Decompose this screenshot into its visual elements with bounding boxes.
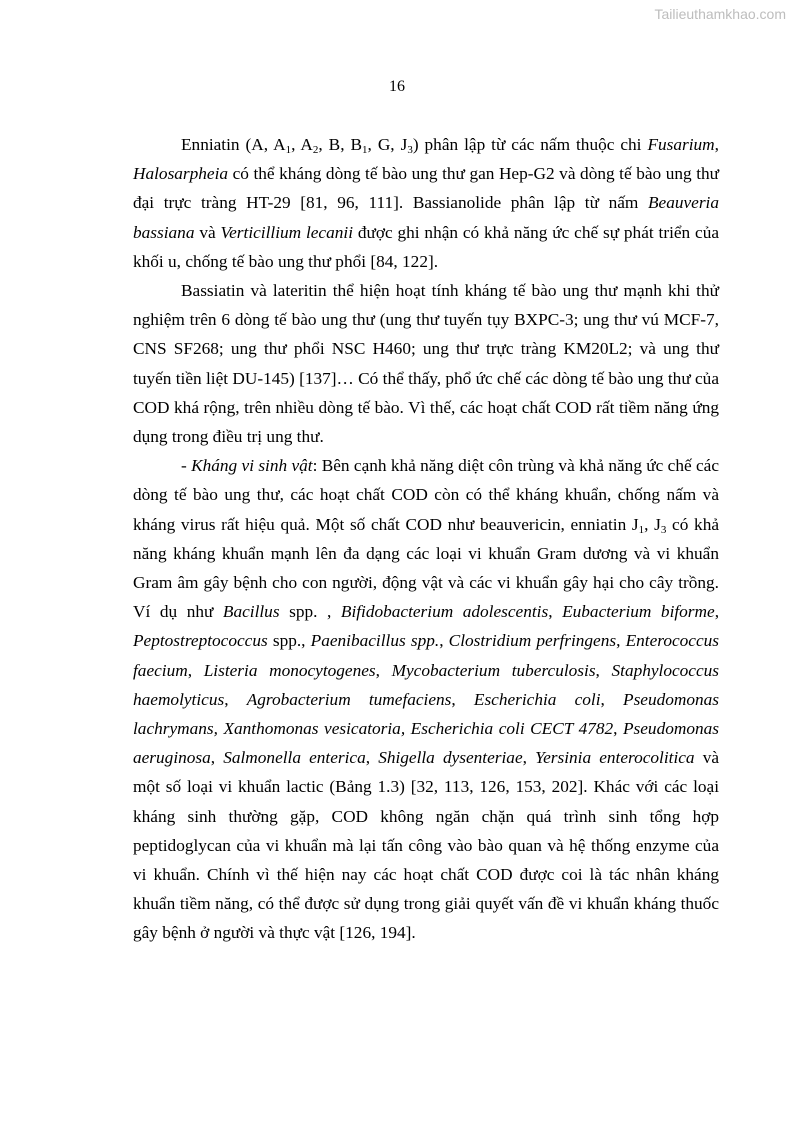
text-run: được ghi nhận có khả năng ức chế sự phát triển của khối u, chống tế bào ung thư phổi [84, 122]. — [133, 222, 720, 271]
species-name: Staphylococcus haemolyticus — [133, 660, 720, 709]
text-run: , — [714, 135, 719, 154]
text-run: , — [187, 660, 204, 680]
text-run: , G, J — [367, 135, 408, 154]
text-run: , — [210, 748, 224, 768]
species-name: Eubacterium biforme — [562, 602, 715, 622]
text-run: có thể kháng dòng tế bào ung thư gan Hep-G2 và dòng tế bào ung thư đại trực tràng HT-29 [81, 96, 111]. Bassianolide phân lập từ nấm — [133, 164, 719, 213]
subscript: 2 — [312, 144, 319, 156]
subscript: 1 — [362, 144, 368, 156]
text-run: , — [595, 660, 612, 680]
section-heading: Kháng vi sinh vật — [191, 456, 313, 476]
text-run: , — [616, 631, 626, 651]
species-name: Pseudomonas lachrymans, Xanthomonas vesicatoria, Escherichia coli CECT 4782 — [133, 689, 720, 739]
species-name: Fusarium — [647, 135, 715, 154]
text-run: và một số loại vi khuẩn lactic (Bảng 1.3) [32, 113, 126, 153, 202]. Khác với các loại kháng sinh thường gặp, COD không ngăn chặn quá trình sinh tổng hợp peptidoglycan của vi khuẩn mà lại tấn công vào bào quan và hệ thống enzyme của vi khuẩn. Chính vì thế hiện nay các hoạt chất COD được coi là tác nhân kháng khuẩn tiềm năng, có thể được sử dụng trong giải quyết vấn đề vi khuẩn kháng thuốc gây bệnh ở người và thực vật [126, 194]. — [133, 748, 720, 943]
watermark: Tailieuthamkhao.com — [654, 6, 786, 22]
text-run: và — [194, 222, 221, 242]
text-run: , — [365, 748, 379, 768]
paragraph-antimicrobial — [133, 451, 719, 947]
subscript: 3 — [407, 144, 413, 156]
species-name: Escherichia coli — [473, 689, 601, 709]
text-run: , A — [291, 135, 313, 154]
text-run: : Bên cạnh khả năng diệt côn trùng và khả năng ức chế các dòng tế bào ung thư, các hoạt chất COD còn có thể kháng khuẩn, chống nấm và kháng virus rất hiệu quả. Một số chất COD như beauvericin, enniatin J — [133, 456, 719, 534]
species-name: Beauveria bassiana — [133, 193, 719, 242]
species-name: Pseudomonas aeruginosa — [133, 719, 719, 768]
text-run: spp., — [267, 631, 311, 651]
text-run: Enniatin (A, A — [181, 135, 286, 154]
species-name: Yersinia enterocolitica — [535, 748, 695, 768]
text-run: , — [714, 602, 720, 622]
text-run: ) phân lập từ các nấm thuộc chi — [412, 135, 648, 154]
text-run: - — [181, 456, 192, 476]
species-name: Enterococcus faecium — [133, 631, 719, 680]
species-name: Bifidobacterium adolescentis — [340, 602, 549, 622]
document-body — [133, 130, 719, 948]
species-name: Listeria monocytogenes — [203, 660, 376, 680]
species-name: Salmonella enterica — [223, 748, 366, 768]
species-name: Mycobacterium tuberculosis — [391, 660, 596, 680]
paragraph-bassiatin: Bassiatin và lateritin thể hiện hoạt tính kháng tế bào ung thư mạnh khi thử nghiệm trên 6 dòng tế bào ung thư (ung thư tuyến tụy BXPC-3; ung thư vú MCF-7, CNS SF268; ung thư phổi NSC H460; ung thư trực tràng KM20L2; và ung thư tuyến tiền liệt DU-145) [137]… Có thể thấy, phổ ức chế các dòng tế bào ung thư của COD khá rộng, trên nhiều dòng tế bào. Vì thế, các hoạt chất COD rất tiềm năng ứng dụng trong điều trị ung thư. — [133, 281, 719, 447]
text-run: , — [224, 689, 247, 709]
species-name: Clostridium perfringens — [448, 631, 617, 651]
text-run: , B, B — [318, 135, 363, 154]
species-name: Agrobacterium tumefaciens — [246, 689, 452, 709]
text-run: , — [522, 748, 536, 768]
species-name: Halosarpheia — [133, 164, 229, 184]
species-name: Peptostreptococcus — [133, 631, 268, 651]
text-run: , — [439, 631, 449, 651]
text-run: , — [375, 660, 392, 680]
page-number: 16 — [389, 78, 405, 95]
text-run: , — [613, 719, 623, 739]
text-run: , J — [644, 514, 661, 534]
text-run: có khả năng kháng khuẩn mạnh lên đa dạng các loại vi khuẩn Gram dương và vi khuẩn Gram âm gây bệnh cho con người, động vật và các vi khuẩn gây hại cho cây trồng. Ví dụ như — [133, 514, 720, 622]
species-name: Paenibacillus spp. — [310, 631, 440, 651]
subscript: 3 — [660, 523, 667, 536]
species-name: Verticillium lecanii — [220, 222, 353, 242]
paragraph-enniatin — [133, 130, 719, 276]
text-run: , — [548, 602, 563, 622]
species-name: Bacillus — [222, 602, 280, 622]
text-run: , — [451, 689, 474, 709]
subscript: 1 — [638, 523, 645, 536]
text-run: , — [600, 689, 624, 709]
subscript: 1 — [285, 144, 292, 156]
text-run: spp. , — [279, 602, 341, 622]
species-name: Shigella dysenteriae — [378, 748, 523, 768]
